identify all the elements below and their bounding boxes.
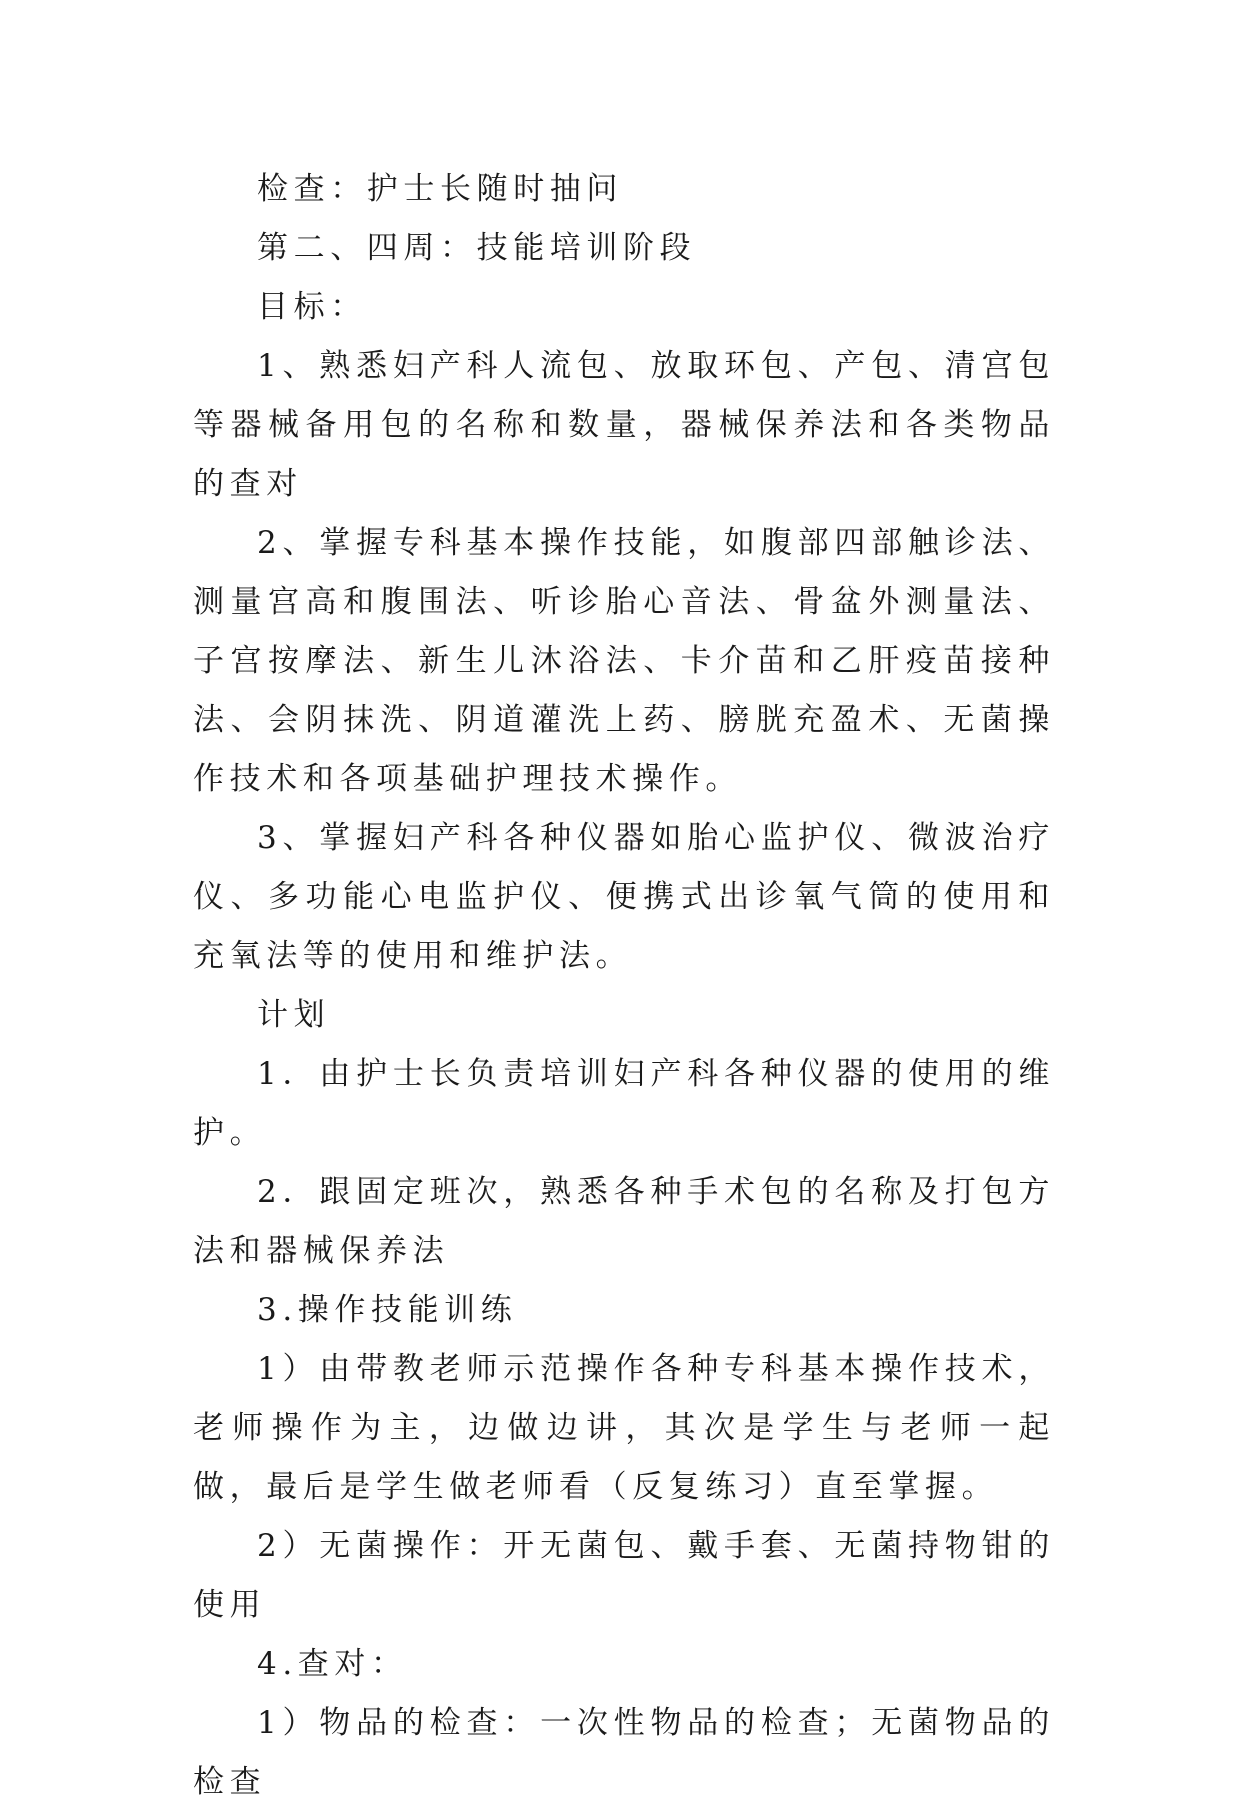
paragraph-goal-3: 3、掌握妇产科各种仪器如胎心监护仪、微波治疗仪、多功能心电监护仪、便携式出诊氧气筒的使用和充氧法等的使用和维护法。 bbox=[193, 820, 1055, 974]
paragraph-plan-4: 4.查对： bbox=[257, 1646, 408, 1682]
paragraph-goal-2: 2、掌握专科基本操作技能，如腹部四部触诊法、测量宫高和腹围法、听诊胎心音法、骨盆外测量法、子宫按摩法、新生儿沐浴法、卡介苗和乙肝疫苗接种法、会阴抹洗、阴道灌洗上药、膀胱充盈术、无菌操作技术和各项基础护理技术操作。 bbox=[193, 525, 1055, 797]
document-body bbox=[193, 160, 1055, 1812]
paragraph-plan-3: 3.操作技能训练 bbox=[257, 1292, 518, 1328]
paragraph-goal-heading: 目标： bbox=[257, 289, 367, 325]
paragraph-plan-1: 1．由护士长负责培训妇产科各种仪器的使用的维护。 bbox=[193, 1056, 1055, 1151]
paragraph-plan-4-1: 1）物品的检查：一次性物品的检查；无菌物品的检查 bbox=[193, 1705, 1055, 1800]
paragraph-plan-3-1: 1）由带教老师示范操作各种专科基本操作技术，老师操作为主，边做边讲，其次是学生与老师一起做，最后是学生做老师看（反复练习）直至掌握。 bbox=[193, 1351, 1055, 1505]
paragraph-phase-heading: 第二、四周：技能培训阶段 bbox=[257, 230, 697, 266]
paragraph-plan-heading: 计划 bbox=[257, 997, 331, 1033]
paragraph-goal-1: 1、熟悉妇产科人流包、放取环包、产包、清宫包等器械备用包的名称和数量，器械保养法和各类物品的查对 bbox=[193, 348, 1055, 502]
paragraph-check: 检查：护士长随时抽问 bbox=[257, 171, 623, 207]
paragraph-plan-3-2: 2）无菌操作：开无菌包、戴手套、无菌持物钳的使用 bbox=[193, 1528, 1055, 1623]
paragraph-plan-2: 2．跟固定班次，熟悉各种手术包的名称及打包方法和器械保养法 bbox=[193, 1174, 1055, 1269]
